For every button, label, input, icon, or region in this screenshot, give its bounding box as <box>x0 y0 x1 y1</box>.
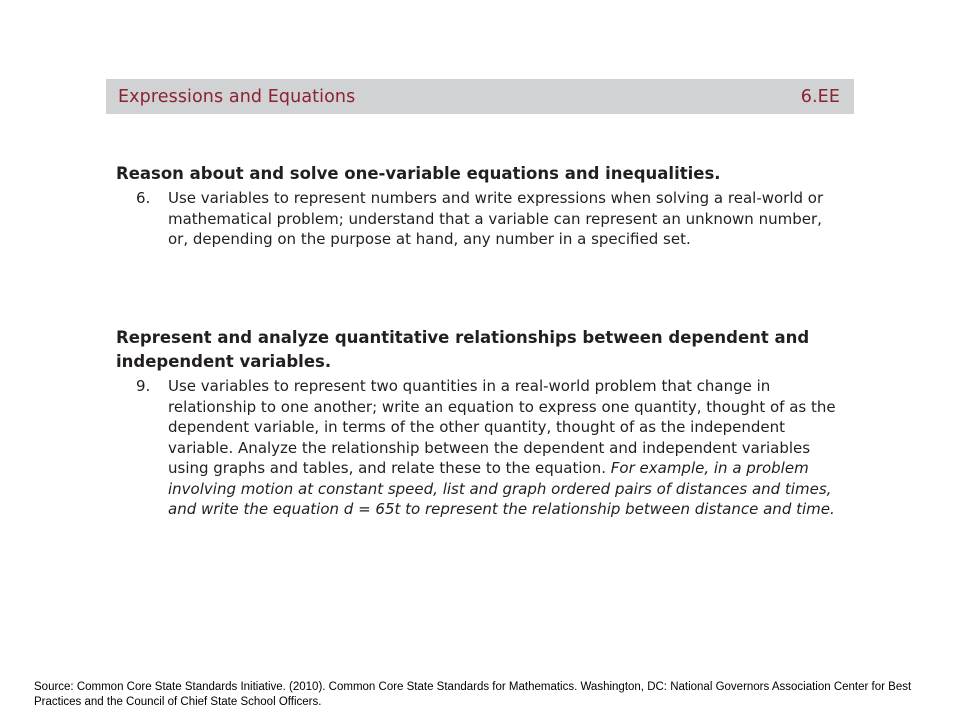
standard-text-block <box>168 376 846 520</box>
domain-title: Expressions and Equations <box>118 86 356 107</box>
cluster-heading: Represent and analyze quantitative relationships between dependent and independent variables. <box>116 328 810 371</box>
cluster-heading: Reason about and solve one-variable equations and inequalities. <box>116 164 721 183</box>
domain-code: 6.EE <box>800 86 840 107</box>
standard-number: 6. <box>136 189 151 207</box>
standard-text: Use variables to represent two quantities in a real-world problem that change in relationship to one another; write an equation to express one quantity, thought of as the dependent variable, in terms of the other quantity, thought of as the independent variable. Analyze the relationship between the dependent and independent variables using graphs and tables, and relate these to the equation. <box>168 377 836 477</box>
cluster-dependent-independent <box>116 326 846 520</box>
standard-text: Use variables to represent numbers and write expressions when solving a real-world or mathematical problem; understand that a variable can represent an unknown number, or, depending on the purpose at hand, any number in a specified set. <box>168 189 824 248</box>
source-citation: Source: Common Core State Standards Initiative. (2010). Common Core State Standards for Mathematics. Washington, DC: National Governors Association Center for Best Practices and the Council of Chief State School Officers. <box>34 681 912 708</box>
standard-number: 9. <box>136 377 151 395</box>
standard-item <box>116 376 846 520</box>
domain-banner <box>106 79 854 114</box>
cluster-equations-inequalities <box>116 162 846 250</box>
standard-text-block <box>168 188 846 250</box>
standard-example: For example, in a problem involving motion at constant speed, list and graph ordered pairs of distances and times, and write the equation d = 65t to represent the relationship between distance and time. <box>168 459 835 518</box>
standard-item <box>116 188 846 250</box>
